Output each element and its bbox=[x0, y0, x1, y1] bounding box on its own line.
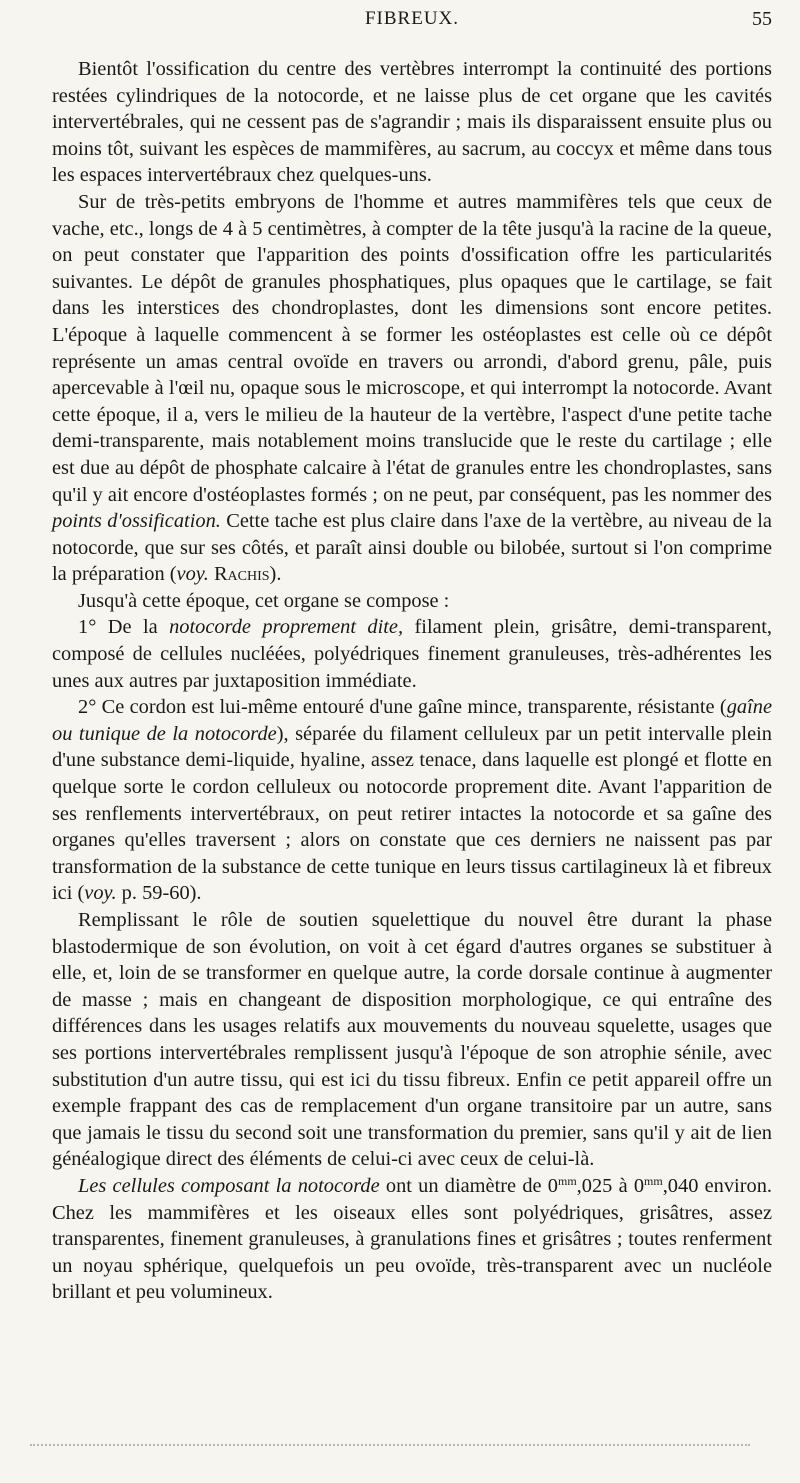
unit-superscript: mm bbox=[557, 1173, 577, 1188]
paragraph-text: filament plein, grisâtre, demi-transparent, composé de cellules nucléées, polyédriques finement granuleuses, très-adhérentes les unes aux autres par juxtaposition immédiate. bbox=[52, 616, 772, 692]
item-number: 1° bbox=[78, 616, 97, 639]
paragraph bbox=[52, 56, 772, 189]
list-item bbox=[52, 694, 772, 907]
paragraph-text: ). bbox=[269, 563, 282, 586]
paragraph-text: ,025 à 0 bbox=[576, 1174, 645, 1197]
paragraph-text: De la bbox=[107, 616, 158, 639]
list-item bbox=[52, 614, 772, 694]
emphasis: notocorde proprement dite, bbox=[169, 616, 404, 639]
paragraph-text: Ce cordon est lui-même entouré d'une gaîne mince, transparente, résistante ( bbox=[101, 696, 727, 719]
emphasis: gaîne ou tunique de la notocorde bbox=[52, 696, 772, 745]
paragraph-text: ), séparée du filament celluleux par un petit intervalle plein d'une substance demi-liquide, hyaline, assez tenace, dans laquelle est plongé et flotte en quelque sorte le cordon celluleux ou notocorde proprement dite. Avant l'apparition de ses renflements intervertébraux, on peut retirer intactes la notocorde et sa gaîne des organes qu'elles traversent ; alors on constate que ces derniers ne naissent pas par transformation de la substance de cette tunique en leurs tissus cartilagineux là et fibreux ici ( bbox=[52, 722, 772, 905]
paragraph-text: Jusqu'à cette époque, cet organe se compose : bbox=[78, 589, 450, 612]
emphasis: voy. bbox=[176, 563, 209, 586]
emphasis: voy. bbox=[84, 882, 117, 905]
running-header bbox=[52, 8, 772, 36]
emphasis: points d'ossification. bbox=[52, 510, 221, 533]
paragraph bbox=[52, 189, 772, 588]
paragraph bbox=[52, 588, 772, 615]
cross-reference: Rachis bbox=[213, 563, 270, 586]
paragraph bbox=[52, 1173, 772, 1306]
bottom-divider bbox=[30, 1444, 750, 1446]
paragraph-text: Bientôt l'ossification du centre des vertèbres interrompt la continuité des portions restées cylindriques de la notocorde, et ne laisse plus de cet organe que les cavités intervertébrales, qui ne cessent pas de s'agrandir ; mais ils disparaissent ensuite plus ou moins tôt, suivant les espèces de mammifères, au sacrum, au coccyx et même dans tous les espaces intervertébraux chez quelques-uns. bbox=[52, 58, 772, 187]
paragraph-text: Sur de très-petits embryons de l'homme et autres mammifères tels que ceux de vache, etc., longs de 4 à 5 centimètres, à compter de la tête jusqu'à la racine de la queue, on peut constater que l'apparition des points d'ossification offre les particularités suivantes. Le dépôt de granules phosphatiques, plus opaques que le cartilage, se fait dans les interstices des chondroplastes, dont les dimensions sont encore petites. L'époque à laquelle commencent à se former les ostéoplastes est celle où ce dépôt représente un amas central ovoïde en travers ou arrondi, d'abord grenu, pâle, puis apercevable à l'œil nu, opaque sous le microscope, et qui interrompt la notocorde. Avant cette époque, il a, vers le milieu de la hauteur de la vertèbre, l'aspect d'une petite tache demi-transparente, mais notablement moins translucide que le reste du cartilage ; elle est due au dépôt de phosphate calcaire à l'état de granules entre les chondroplastes, sans qu'il y ait encore d'ostéoplastes formés ; on ne peut, par conséquent, pas les nommer des bbox=[52, 190, 772, 506]
unit-superscript: mm bbox=[644, 1173, 663, 1188]
paragraph-text: ont un diamètre de 0 bbox=[385, 1174, 558, 1197]
paragraph-text: Cette tache est plus claire dans l'axe de la vertèbre, au niveau de la notocorde, que sur ses côtés, et paraît ainsi double ou bilobée, surtout si l'on comprime la préparation ( bbox=[52, 510, 772, 586]
paragraph-text: p. 59-60). bbox=[121, 882, 202, 905]
page-number: 55 bbox=[752, 8, 772, 30]
emphasis: Les cellules composant la notocorde bbox=[78, 1174, 380, 1197]
running-title: FIBREUX. bbox=[364, 8, 460, 29]
paragraph-text: ,040 environ. Chez les mammifères et les oiseaux elles sont polyédriques, grisâtres, assez transparentes, finement granuleuses, à granulations fines et grisâtres ; toutes renferment un noyau sphérique, quelquefois un peu ovoïde, très-transparent avec un nucléole brillant et peu volumineux. bbox=[52, 1174, 772, 1304]
paragraph bbox=[52, 907, 772, 1173]
text-body bbox=[52, 56, 772, 1306]
paragraph-text: Remplissant le rôle de soutien squelettique du nouvel être durant la phase blastodermique de son évolution, on voit à cet égard d'autres organes se substituer à elle, et, loin de se transformer en quelque autre, la corde dorsale continue à augmenter de masse ; mais en changeant de disposition morphologique, ce qui entraîne des différences dans les usages relatifs aux mouvements du nouveau squelette, usages que ses portions intervertébrales remplissent jusqu'à l'époque de son atrophie sénile, avec substitution d'un autre tissu, qui est ici du tissu fibreux. Enfin ce petit appareil offre un exemple frappant des cas de remplacement d'un organe transitoire par un autre, sans que jamais le tissu du second soit une transformation du premier, sans qu'il y ait de lien généalogique direct des éléments de celui-ci avec ceux de celui-là. bbox=[52, 909, 772, 1171]
item-number: 2° bbox=[78, 696, 97, 719]
